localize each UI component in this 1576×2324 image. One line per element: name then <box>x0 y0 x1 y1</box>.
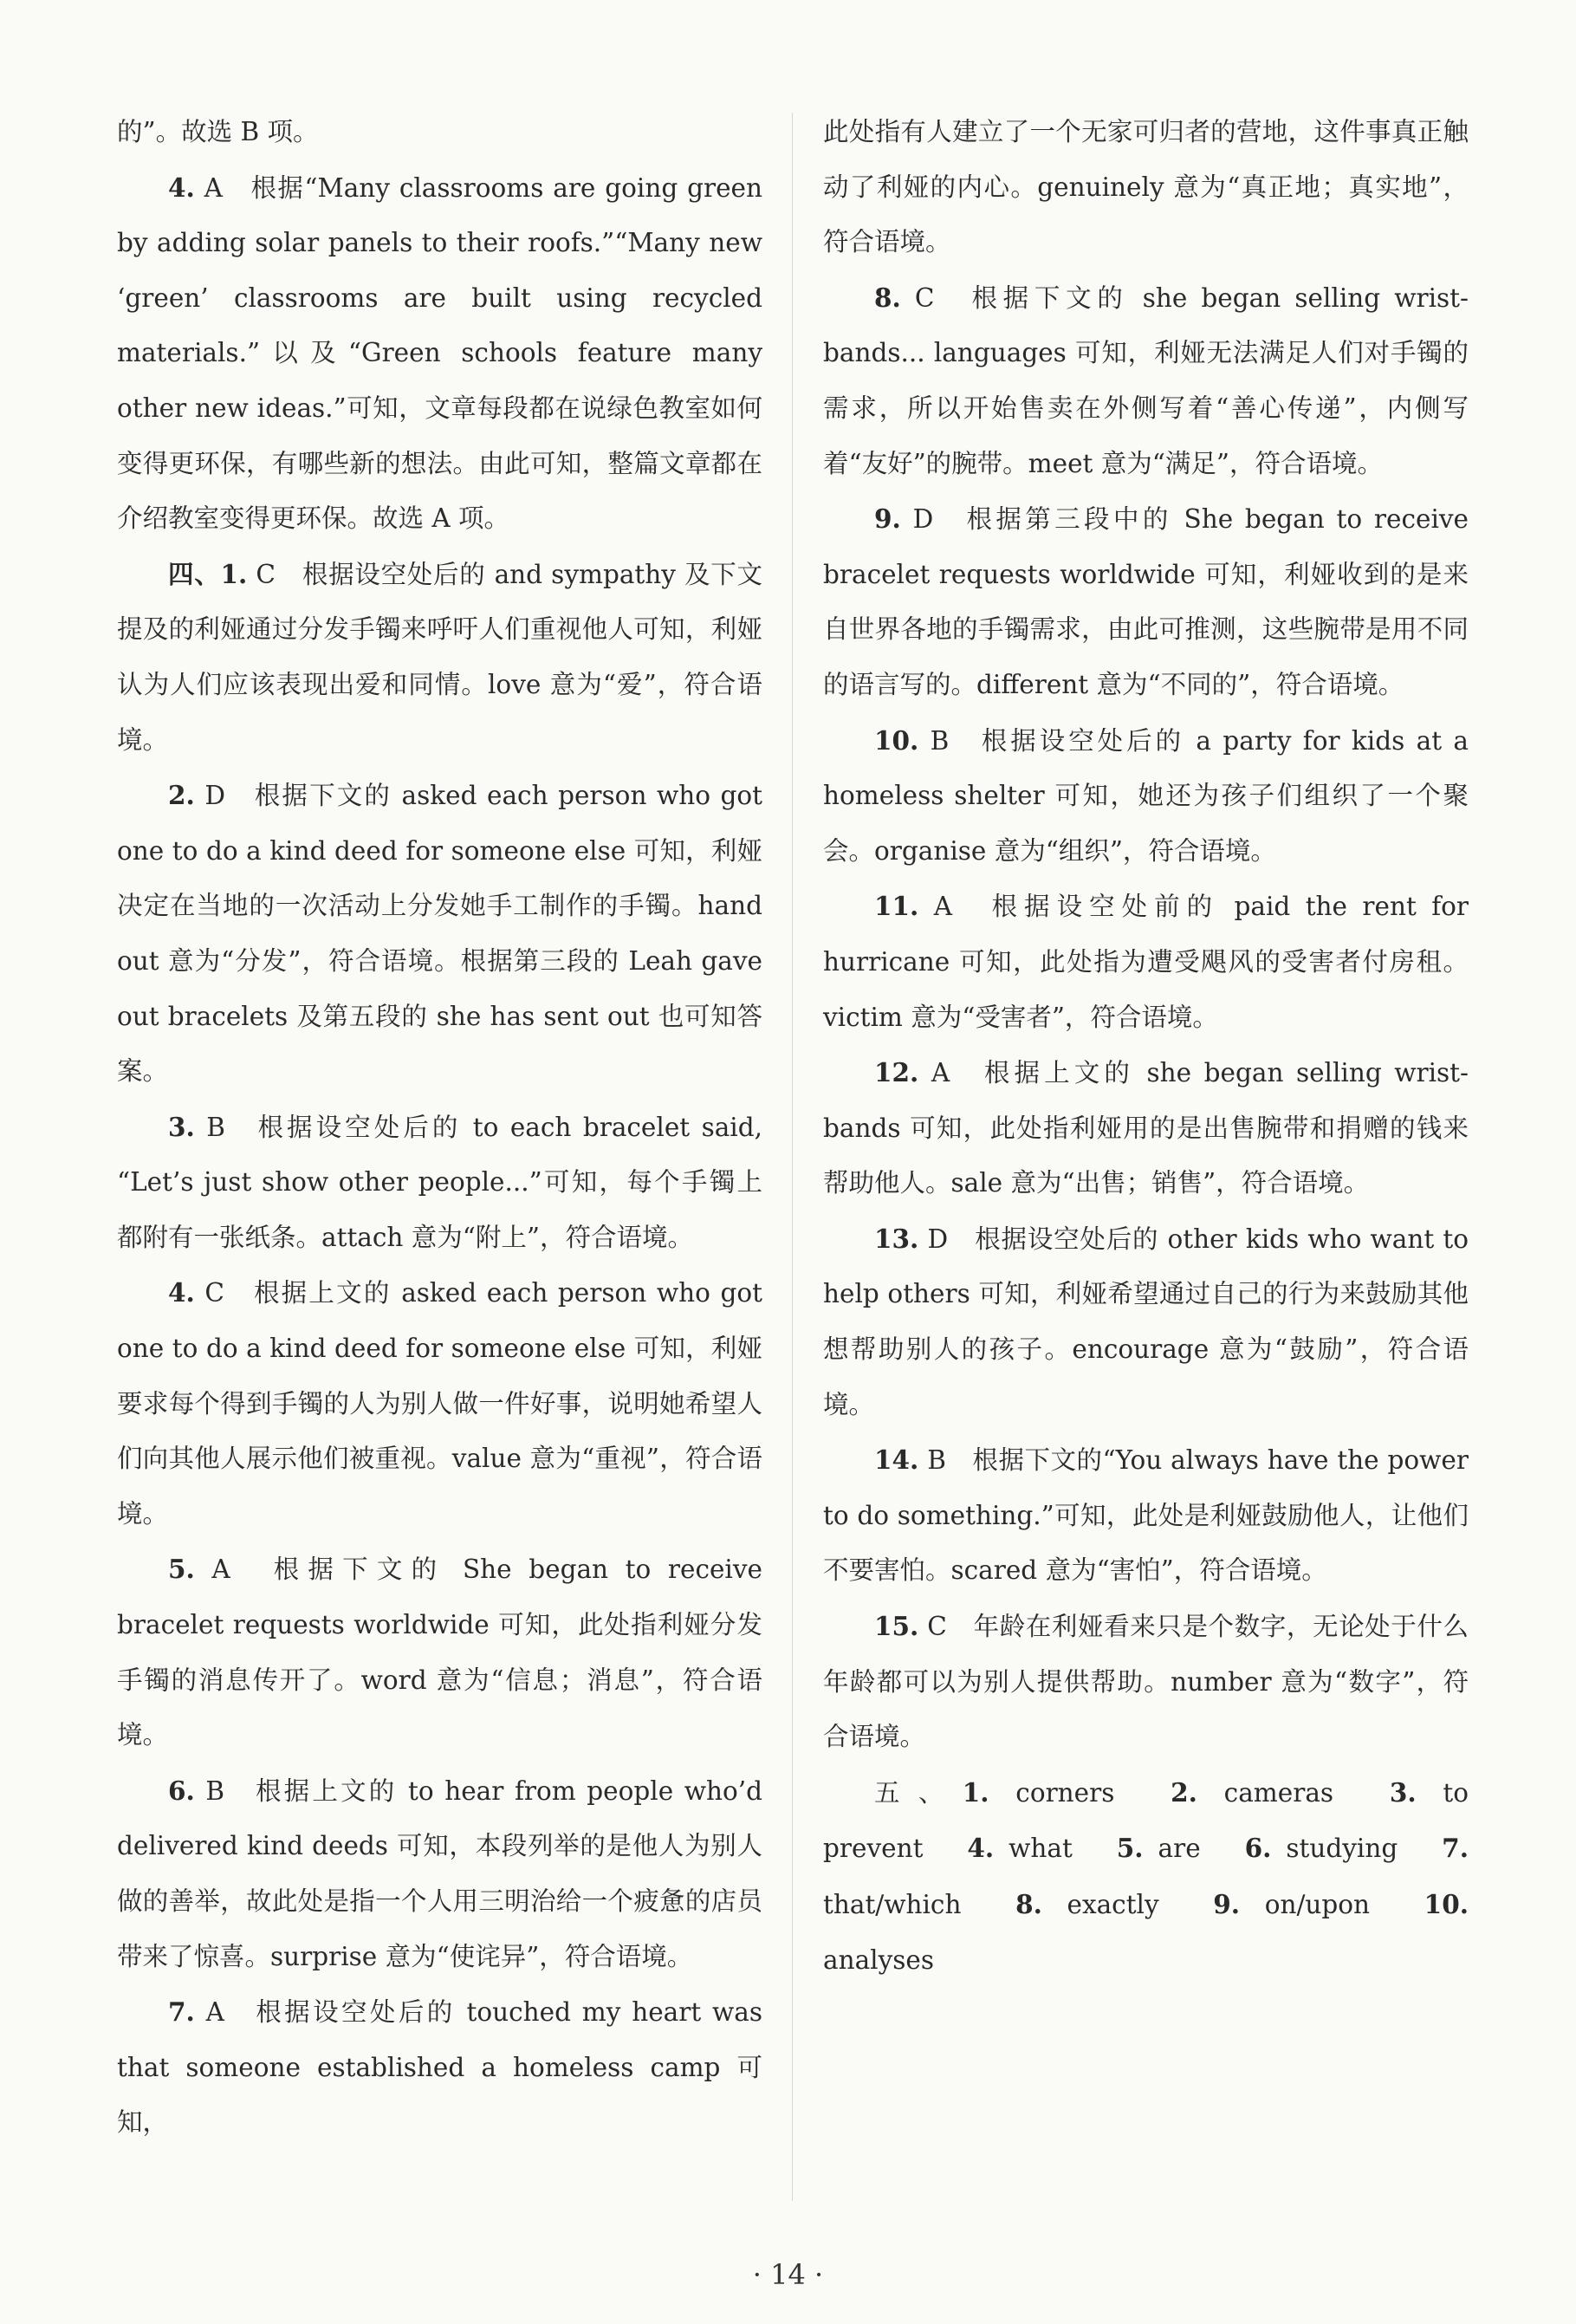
answer-paragraph: 的”。故选 B 项。 <box>117 117 319 146</box>
fill-in-item: 10. analyses <box>823 1889 1469 1975</box>
answer-paragraph: 13. D 根据设空处后的 other kids who want to help others 可知，利娅希望通过自己的行为来鼓励其他想帮助别人的孩子。encourage 意为“鼓励”，符合语境。 <box>823 1223 1469 1419</box>
fill-in-item: 7. that/which <box>823 1833 1469 1919</box>
fill-in-item: 6. studying <box>1244 1833 1398 1864</box>
fill-in-answers <box>823 1765 1469 1988</box>
fill-in-item: 4. what <box>967 1833 1073 1864</box>
fill-in-item: 8. exactly <box>1015 1889 1159 1919</box>
answer-paragraph: 12. A 根据上文的 she began selling wrist-bands 可知，此处指利娅用的是出售腕带和捐赠的钱来帮助他人。sale 意为“出售；销售”，符合语境。 <box>823 1057 1469 1198</box>
left-column <box>117 104 762 2151</box>
answer-paragraph: 5. A 根据下文的 She began to receive bracelet requests worldwide 可知，此处指利娅分发手镯的消息传开了。word 意为“信息；消息”，符合语境。 <box>117 1554 762 1750</box>
page-number: · 14 · <box>752 2258 824 2291</box>
answer-paragraph: 3. B 根据设空处后的 to each bracelet said, “Let’s just show other people...”可知，每个手镯上都附有一张纸条。attach 意为“附上”，符合语境。 <box>117 1111 762 1252</box>
fill-in-item: 1. corners <box>962 1776 1115 1808</box>
fill-in-item: 2. cameras <box>1171 1776 1334 1808</box>
fill-in-item: 9. on/upon <box>1213 1889 1371 1919</box>
answer-paragraph: 2. D 根据下文的 asked each person who got one to do a kind deed for someone else 可知，利娅决定在当地的一次活动上分发她手工制作的手镯。hand out 意为“分发”，符合语境。根据第三段的 Leah gave out bracelets 及第五段的 she has sent out 也可知答案。 <box>117 780 762 1087</box>
answer-paragraph: 4. C 根据上文的 asked each person who got one to do a kind deed for someone else 可知，利娅要求每个得到手镯的人为别人做一件好事，说明她希望人们向其他人展示他们被重视。value 意为“重视”，符合语境。 <box>117 1277 762 1529</box>
answer-paragraph: 7. A 根据设空处后的 touched my heart was that someone established a homeless camp 可知， <box>117 1996 762 2138</box>
answer-paragraph: 6. B 根据上文的 to hear from people who’d delivered kind deeds 可知，本段列举的是他人为别人做的善举，故此处是指一个人用三明治给一个疲惫的店员带来了惊喜。surprise 意为“使诧异”，符合语境。 <box>117 1775 762 1971</box>
answer-paragraph: 15. C 年龄在利娅看来只是个数字，无论处于什么年龄都可以为别人提供帮助。number 意为“数字”，符合语境。 <box>823 1611 1469 1752</box>
right-column <box>823 104 1469 1988</box>
answer-paragraph: 11. A 根据设空处前的 paid the rent for hurricane 可知，此处指为遭受飓风的受害者付房租。victim 意为“受害者”，符合语境。 <box>823 891 1469 1032</box>
answer-paragraph: 9. D 根据第三段中的 She began to receive bracelet requests worldwide 可知，利娅收到的是来自世界各地的手镯需求，由此可推测，这些腕带是用不同的语言写的。different 意为“不同的”，符合语境。 <box>823 503 1469 699</box>
answer-paragraph: 10. B 根据设空处后的 a party for kids at a homeless shelter 可知，她还为孩子们组织了一个聚会。organise 意为“组织”，符合语境。 <box>823 724 1469 866</box>
answer-paragraph: 8. C 根据下文的 she began selling wrist-bands... languages 可知，利娅无法满足人们对手镯的需求，所以开始售卖在外侧写着“善心传递”，内侧写着“友好”的腕带。meet 意为“满足”，符合语境。 <box>823 282 1469 478</box>
answer-paragraph: 此处指有人建立了一个无家可归者的营地，这件事真正触动了利娅的内心。genuinely 意为“真正地；真实地”，符合语境。 <box>823 117 1469 257</box>
fill-in-item: 3. to prevent <box>823 1776 1469 1864</box>
answer-paragraph: 四、1. C 根据设空处后的 and sympathy 及下文提及的利娅通过分发手镯来呼吁人们重视他人可知，利娅认为人们应该表现出爱和同情。love 意为“爱”，符合语境。 <box>117 558 763 755</box>
answer-paragraph: 14. B 根据下文的“You always have the power to do something.”可知，此处是利娅鼓励他人，让他们不要害怕。scared 意为“害怕”，符合语境。 <box>823 1444 1469 1586</box>
section-prefix: 五、 <box>874 1777 963 1808</box>
fill-in-item: 5. are <box>1116 1833 1201 1864</box>
column-divider <box>792 113 793 2201</box>
answer-paragraph: 4. A 根据“Many classrooms are going green by adding solar panels to their roofs.”“Many new ‘green’ classrooms are built using recycled materials.”以及“Green schools feature many other new ideas.”可知，文章每段都在说绿色教室如何变得更环保，有哪些新的想法。由此可知，整篇文章都在介绍教室变得更环保。故选 A 项。 <box>117 172 762 534</box>
